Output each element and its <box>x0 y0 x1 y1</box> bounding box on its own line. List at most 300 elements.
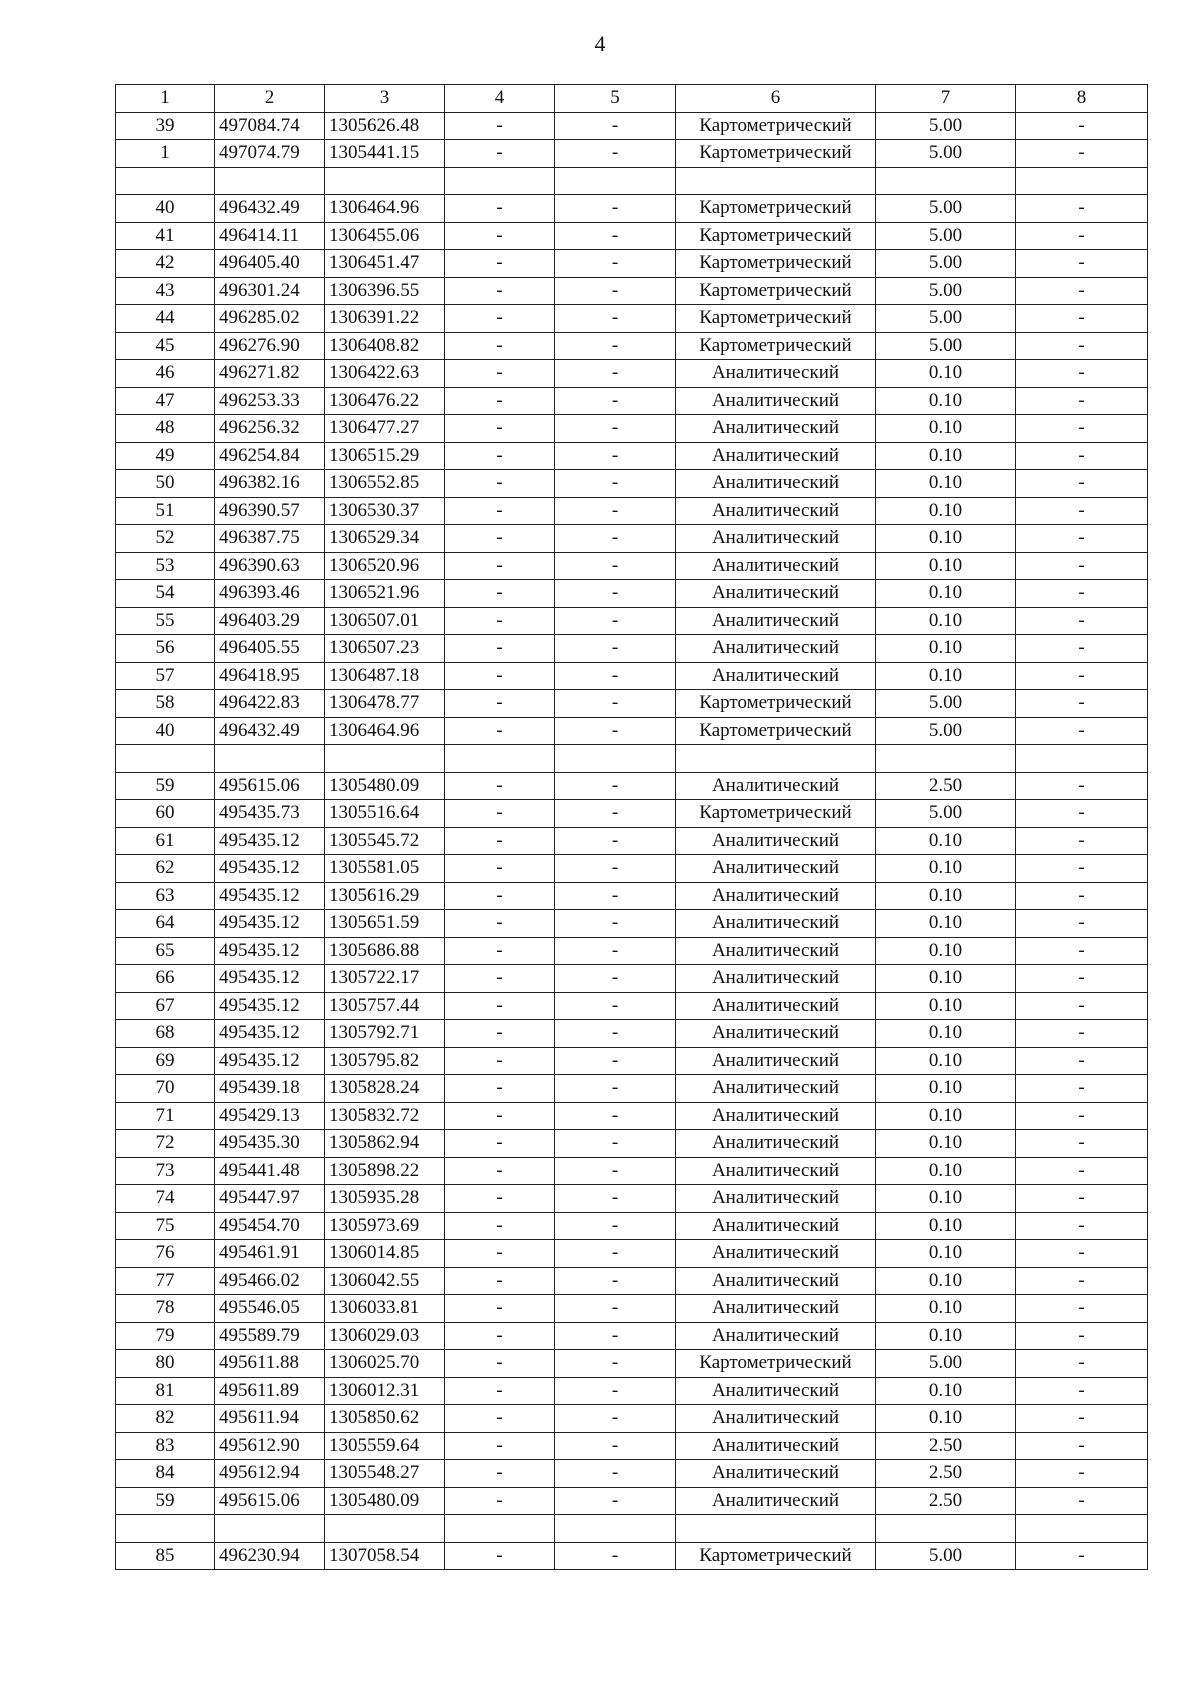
x-coordinate-cell: 496422.83 <box>215 690 325 718</box>
table-row <box>116 1295 1148 1323</box>
point-number-cell: 40 <box>116 195 215 223</box>
accuracy-cell: 0.10 <box>876 525 1016 553</box>
y-coordinate-cell: 1305651.59 <box>325 910 445 938</box>
column-8-cell: - <box>1016 1102 1148 1130</box>
accuracy-cell: 0.10 <box>876 580 1016 608</box>
x-coordinate-cell: 496414.11 <box>215 222 325 250</box>
method-cell: Аналитический <box>676 1460 876 1488</box>
table-row <box>116 1102 1148 1130</box>
column-5-cell: - <box>555 855 676 883</box>
column-8-cell: - <box>1016 635 1148 663</box>
y-coordinate-cell: 1306552.85 <box>325 470 445 498</box>
y-coordinate-cell: 1306042.55 <box>325 1267 445 1295</box>
accuracy-cell: 2.50 <box>876 1432 1016 1460</box>
table-row <box>116 1542 1148 1570</box>
column-5-cell: - <box>555 497 676 525</box>
table-row <box>116 690 1148 718</box>
y-coordinate-cell: 1306487.18 <box>325 662 445 690</box>
y-coordinate-cell <box>325 1515 445 1543</box>
column-5-cell: - <box>555 387 676 415</box>
method-cell: Аналитический <box>676 387 876 415</box>
x-coordinate-cell: 495454.70 <box>215 1212 325 1240</box>
point-number-cell: 64 <box>116 910 215 938</box>
x-coordinate-cell: 495435.12 <box>215 882 325 910</box>
point-number-cell: 48 <box>116 415 215 443</box>
point-number-cell: 1 <box>116 140 215 168</box>
accuracy-cell: 0.10 <box>876 1020 1016 1048</box>
x-coordinate-cell: 495429.13 <box>215 1102 325 1130</box>
column-8-cell: - <box>1016 415 1148 443</box>
y-coordinate-cell: 1305862.94 <box>325 1130 445 1158</box>
column-5-cell: - <box>555 580 676 608</box>
column-4-cell: - <box>445 195 555 223</box>
column-4-cell: - <box>445 910 555 938</box>
column-8-cell: - <box>1016 662 1148 690</box>
accuracy-cell: 2.50 <box>876 772 1016 800</box>
point-number-cell: 81 <box>116 1377 215 1405</box>
method-cell: Картометрический <box>676 140 876 168</box>
method-cell: Аналитический <box>676 1240 876 1268</box>
column-4-cell: - <box>445 387 555 415</box>
column-8-cell: - <box>1016 497 1148 525</box>
page-number: 4 <box>594 31 606 56</box>
column-5-cell: - <box>555 772 676 800</box>
y-coordinate-cell: 1306408.82 <box>325 332 445 360</box>
x-coordinate-cell: 495441.48 <box>215 1157 325 1185</box>
x-coordinate-cell: 495435.73 <box>215 800 325 828</box>
method-cell: Аналитический <box>676 470 876 498</box>
x-coordinate-cell: 495615.06 <box>215 1487 325 1515</box>
point-number-cell: 46 <box>116 360 215 388</box>
column-5-cell: - <box>555 1102 676 1130</box>
accuracy-cell: 0.10 <box>876 1267 1016 1295</box>
y-coordinate-cell: 1305480.09 <box>325 772 445 800</box>
y-coordinate-cell: 1306029.03 <box>325 1322 445 1350</box>
accuracy-cell: 0.10 <box>876 1102 1016 1130</box>
point-number-cell: 43 <box>116 277 215 305</box>
y-coordinate-cell: 1306025.70 <box>325 1350 445 1378</box>
column-4-cell: - <box>445 1542 555 1570</box>
method-cell: Аналитический <box>676 827 876 855</box>
y-coordinate-cell: 1305935.28 <box>325 1185 445 1213</box>
table-row <box>116 140 1148 168</box>
column-8-cell: - <box>1016 140 1148 168</box>
method-cell: Картометрический <box>676 1542 876 1570</box>
column-5-cell: - <box>555 1322 676 1350</box>
method-cell: Аналитический <box>676 965 876 993</box>
accuracy-cell: 0.10 <box>876 387 1016 415</box>
x-coordinate-cell: 495447.97 <box>215 1185 325 1213</box>
table-row <box>116 305 1148 333</box>
column-4-cell: - <box>445 552 555 580</box>
method-cell: Аналитический <box>676 1102 876 1130</box>
y-coordinate-cell: 1305898.22 <box>325 1157 445 1185</box>
point-number-cell: 42 <box>116 250 215 278</box>
table-row <box>116 222 1148 250</box>
column-4-cell: - <box>445 662 555 690</box>
method-cell: Картометрический <box>676 800 876 828</box>
table-row <box>116 1487 1148 1515</box>
table-row <box>116 1130 1148 1158</box>
table-row <box>116 442 1148 470</box>
accuracy-cell: 0.10 <box>876 827 1016 855</box>
method-cell: Аналитический <box>676 497 876 525</box>
method-cell: Аналитический <box>676 1405 876 1433</box>
point-number-cell: 75 <box>116 1212 215 1240</box>
column-8-cell: - <box>1016 1240 1148 1268</box>
column-8-cell <box>1016 745 1148 773</box>
x-coordinate-cell: 497084.74 <box>215 112 325 140</box>
y-coordinate-cell: 1306507.01 <box>325 607 445 635</box>
method-cell: Картометрический <box>676 690 876 718</box>
table-row <box>116 360 1148 388</box>
method-cell: Картометрический <box>676 277 876 305</box>
x-coordinate-cell: 495435.12 <box>215 992 325 1020</box>
point-number-cell <box>116 167 215 195</box>
column-4-cell: - <box>445 415 555 443</box>
column-4-cell: - <box>445 1350 555 1378</box>
column-5-cell: - <box>555 1432 676 1460</box>
y-coordinate-cell: 1305686.88 <box>325 937 445 965</box>
accuracy-cell: 5.00 <box>876 195 1016 223</box>
x-coordinate-cell: 496271.82 <box>215 360 325 388</box>
method-cell: Картометрический <box>676 332 876 360</box>
y-coordinate-cell: 1306476.22 <box>325 387 445 415</box>
point-number-cell: 56 <box>116 635 215 663</box>
column-8-cell: - <box>1016 1432 1148 1460</box>
column-5-cell: - <box>555 1377 676 1405</box>
table-row <box>116 250 1148 278</box>
column-4-cell: - <box>445 1212 555 1240</box>
coordinates-table <box>115 84 1148 1570</box>
column-4-cell: - <box>445 992 555 1020</box>
column-5-cell: - <box>555 525 676 553</box>
column-4-cell: - <box>445 277 555 305</box>
x-coordinate-cell: 496418.95 <box>215 662 325 690</box>
accuracy-cell: 5.00 <box>876 112 1016 140</box>
table-row <box>116 552 1148 580</box>
x-coordinate-cell: 496387.75 <box>215 525 325 553</box>
x-coordinate-cell: 495435.12 <box>215 827 325 855</box>
column-4-cell: - <box>445 305 555 333</box>
column-8-cell: - <box>1016 552 1148 580</box>
accuracy-cell: 0.10 <box>876 1130 1016 1158</box>
column-4-cell: - <box>445 1047 555 1075</box>
x-coordinate-cell: 496256.32 <box>215 415 325 443</box>
column-4-cell: - <box>445 360 555 388</box>
x-coordinate-cell: 496432.49 <box>215 717 325 745</box>
column-8-cell: - <box>1016 195 1148 223</box>
y-coordinate-cell: 1305516.64 <box>325 800 445 828</box>
accuracy-cell: 0.10 <box>876 442 1016 470</box>
y-coordinate-cell: 1306529.34 <box>325 525 445 553</box>
point-number-cell: 76 <box>116 1240 215 1268</box>
column-8-cell: - <box>1016 1047 1148 1075</box>
x-coordinate-cell: 495435.12 <box>215 1047 325 1075</box>
table-row <box>116 387 1148 415</box>
accuracy-cell: 0.10 <box>876 360 1016 388</box>
method-cell: Аналитический <box>676 1075 876 1103</box>
point-number-cell: 41 <box>116 222 215 250</box>
table-row <box>116 607 1148 635</box>
y-coordinate-cell: 1305828.24 <box>325 1075 445 1103</box>
column-5-cell: - <box>555 1157 676 1185</box>
table-row <box>116 992 1148 1020</box>
table-row <box>116 195 1148 223</box>
column-header: 2 <box>215 85 325 113</box>
method-cell: Аналитический <box>676 662 876 690</box>
column-5-cell: - <box>555 882 676 910</box>
method-cell: Картометрический <box>676 250 876 278</box>
accuracy-cell: 0.10 <box>876 1405 1016 1433</box>
column-8-cell: - <box>1016 222 1148 250</box>
x-coordinate-cell: 495615.06 <box>215 772 325 800</box>
column-8-cell: - <box>1016 112 1148 140</box>
column-8-cell <box>1016 1515 1148 1543</box>
y-coordinate-cell: 1305548.27 <box>325 1460 445 1488</box>
point-number-cell: 74 <box>116 1185 215 1213</box>
accuracy-cell: 0.10 <box>876 1295 1016 1323</box>
x-coordinate-cell: 495611.88 <box>215 1350 325 1378</box>
y-coordinate-cell: 1306464.96 <box>325 717 445 745</box>
point-number-cell: 40 <box>116 717 215 745</box>
y-coordinate-cell <box>325 167 445 195</box>
point-number-cell: 78 <box>116 1295 215 1323</box>
column-4-cell: - <box>445 470 555 498</box>
x-coordinate-cell: 496301.24 <box>215 277 325 305</box>
method-cell: Аналитический <box>676 772 876 800</box>
x-coordinate-cell: 497074.79 <box>215 140 325 168</box>
y-coordinate-cell: 1305441.15 <box>325 140 445 168</box>
point-number-cell: 57 <box>116 662 215 690</box>
method-cell: Картометрический <box>676 195 876 223</box>
accuracy-cell: 5.00 <box>876 305 1016 333</box>
column-8-cell <box>1016 167 1148 195</box>
y-coordinate-cell: 1306422.63 <box>325 360 445 388</box>
column-8-cell: - <box>1016 305 1148 333</box>
table-row <box>116 1157 1148 1185</box>
column-8-cell: - <box>1016 360 1148 388</box>
column-4-cell: - <box>445 855 555 883</box>
column-4-cell: - <box>445 1460 555 1488</box>
column-8-cell: - <box>1016 1487 1148 1515</box>
x-coordinate-cell: 496382.16 <box>215 470 325 498</box>
y-coordinate-cell: 1305832.72 <box>325 1102 445 1130</box>
method-cell <box>676 167 876 195</box>
table-row <box>116 772 1148 800</box>
column-5-cell: - <box>555 1240 676 1268</box>
accuracy-cell: 5.00 <box>876 717 1016 745</box>
point-number-cell: 65 <box>116 937 215 965</box>
method-cell: Аналитический <box>676 910 876 938</box>
y-coordinate-cell: 1305559.64 <box>325 1432 445 1460</box>
column-4-cell: - <box>445 580 555 608</box>
x-coordinate-cell: 496390.63 <box>215 552 325 580</box>
method-cell: Картометрический <box>676 112 876 140</box>
y-coordinate-cell: 1305722.17 <box>325 965 445 993</box>
y-coordinate-cell: 1307058.54 <box>325 1542 445 1570</box>
column-5-cell: - <box>555 800 676 828</box>
column-4-cell: - <box>445 1185 555 1213</box>
column-4-cell: - <box>445 1487 555 1515</box>
accuracy-cell: 0.10 <box>876 1240 1016 1268</box>
column-5-cell: - <box>555 470 676 498</box>
column-5-cell <box>555 745 676 773</box>
method-cell: Аналитический <box>676 882 876 910</box>
y-coordinate-cell: 1306530.37 <box>325 497 445 525</box>
y-coordinate-cell: 1306033.81 <box>325 1295 445 1323</box>
column-5-cell: - <box>555 635 676 663</box>
accuracy-cell: 5.00 <box>876 800 1016 828</box>
x-coordinate-cell: 496254.84 <box>215 442 325 470</box>
column-8-cell: - <box>1016 387 1148 415</box>
method-cell: Аналитический <box>676 1487 876 1515</box>
y-coordinate-cell: 1306396.55 <box>325 277 445 305</box>
accuracy-cell: 0.10 <box>876 415 1016 443</box>
accuracy-cell: 5.00 <box>876 140 1016 168</box>
y-coordinate-cell: 1305795.82 <box>325 1047 445 1075</box>
x-coordinate-cell: 496285.02 <box>215 305 325 333</box>
column-8-cell: - <box>1016 277 1148 305</box>
point-number-cell: 73 <box>116 1157 215 1185</box>
y-coordinate-cell: 1306477.27 <box>325 415 445 443</box>
table-row <box>116 1075 1148 1103</box>
column-5-cell: - <box>555 662 676 690</box>
x-coordinate-cell: 495612.94 <box>215 1460 325 1488</box>
method-cell: Аналитический <box>676 1020 876 1048</box>
point-number-cell: 68 <box>116 1020 215 1048</box>
accuracy-cell: 0.10 <box>876 1185 1016 1213</box>
column-5-cell: - <box>555 1212 676 1240</box>
accuracy-cell: 5.00 <box>876 332 1016 360</box>
column-5-cell: - <box>555 1185 676 1213</box>
column-8-cell: - <box>1016 882 1148 910</box>
point-number-cell: 39 <box>116 112 215 140</box>
column-8-cell: - <box>1016 937 1148 965</box>
column-8-cell: - <box>1016 1322 1148 1350</box>
column-5-cell: - <box>555 332 676 360</box>
column-5-cell: - <box>555 1267 676 1295</box>
table-row <box>116 855 1148 883</box>
table-row <box>116 1460 1148 1488</box>
y-coordinate-cell: 1306012.31 <box>325 1377 445 1405</box>
accuracy-cell <box>876 745 1016 773</box>
column-4-cell: - <box>445 442 555 470</box>
column-header: 6 <box>676 85 876 113</box>
y-coordinate-cell: 1306464.96 <box>325 195 445 223</box>
method-cell: Аналитический <box>676 992 876 1020</box>
x-coordinate-cell: 496390.57 <box>215 497 325 525</box>
x-coordinate-cell: 495589.79 <box>215 1322 325 1350</box>
table-row <box>116 635 1148 663</box>
y-coordinate-cell: 1306520.96 <box>325 552 445 580</box>
point-number-cell: 66 <box>116 965 215 993</box>
column-5-cell: - <box>555 140 676 168</box>
method-cell: Аналитический <box>676 1157 876 1185</box>
y-coordinate-cell: 1305757.44 <box>325 992 445 1020</box>
point-number-cell: 69 <box>116 1047 215 1075</box>
y-coordinate-cell: 1305581.05 <box>325 855 445 883</box>
column-8-cell: - <box>1016 1020 1148 1048</box>
accuracy-cell: 5.00 <box>876 690 1016 718</box>
table-row <box>116 745 1148 773</box>
accuracy-cell: 2.50 <box>876 1460 1016 1488</box>
x-coordinate-cell: 495435.12 <box>215 1020 325 1048</box>
method-cell: Картометрический <box>676 305 876 333</box>
point-number-cell: 53 <box>116 552 215 580</box>
column-8-cell: - <box>1016 910 1148 938</box>
accuracy-cell: 0.10 <box>876 910 1016 938</box>
accuracy-cell: 5.00 <box>876 1350 1016 1378</box>
column-8-cell: - <box>1016 607 1148 635</box>
y-coordinate-cell: 1306014.85 <box>325 1240 445 1268</box>
point-number-cell: 52 <box>116 525 215 553</box>
method-cell: Картометрический <box>676 222 876 250</box>
column-5-cell: - <box>555 690 676 718</box>
method-cell: Аналитический <box>676 1267 876 1295</box>
column-8-cell: - <box>1016 1212 1148 1240</box>
column-4-cell: - <box>445 827 555 855</box>
table-row <box>116 800 1148 828</box>
point-number-cell <box>116 745 215 773</box>
x-coordinate-cell: 495546.05 <box>215 1295 325 1323</box>
column-4-cell: - <box>445 1075 555 1103</box>
point-number-cell: 50 <box>116 470 215 498</box>
accuracy-cell <box>876 167 1016 195</box>
table-row <box>116 1185 1148 1213</box>
column-5-cell: - <box>555 112 676 140</box>
column-5-cell: - <box>555 1405 676 1433</box>
table-row <box>116 1350 1148 1378</box>
accuracy-cell: 0.10 <box>876 552 1016 580</box>
method-cell: Аналитический <box>676 1185 876 1213</box>
method-cell: Аналитический <box>676 1322 876 1350</box>
point-number-cell: 63 <box>116 882 215 910</box>
y-coordinate-cell: 1305480.09 <box>325 1487 445 1515</box>
x-coordinate-cell: 495435.12 <box>215 855 325 883</box>
accuracy-cell: 0.10 <box>876 1322 1016 1350</box>
method-cell: Аналитический <box>676 1432 876 1460</box>
column-5-cell: - <box>555 607 676 635</box>
column-8-cell: - <box>1016 250 1148 278</box>
method-cell: Аналитический <box>676 552 876 580</box>
method-cell: Картометрический <box>676 717 876 745</box>
accuracy-cell: 0.10 <box>876 965 1016 993</box>
column-header: 3 <box>325 85 445 113</box>
column-5-cell: - <box>555 1295 676 1323</box>
column-5-cell: - <box>555 1487 676 1515</box>
column-4-cell: - <box>445 635 555 663</box>
column-4-cell: - <box>445 112 555 140</box>
column-5-cell: - <box>555 1075 676 1103</box>
table-row <box>116 525 1148 553</box>
method-cell: Аналитический <box>676 580 876 608</box>
table-row <box>116 1047 1148 1075</box>
column-5-cell: - <box>555 827 676 855</box>
accuracy-cell: 0.10 <box>876 497 1016 525</box>
table-row <box>116 415 1148 443</box>
point-number-cell: 71 <box>116 1102 215 1130</box>
column-header: 1 <box>116 85 215 113</box>
point-number-cell: 62 <box>116 855 215 883</box>
accuracy-cell: 5.00 <box>876 250 1016 278</box>
method-cell: Картометрический <box>676 1350 876 1378</box>
y-coordinate-cell: 1306521.96 <box>325 580 445 608</box>
table-row <box>116 882 1148 910</box>
column-5-cell: - <box>555 415 676 443</box>
x-coordinate-cell: 495435.30 <box>215 1130 325 1158</box>
column-4-cell: - <box>445 1157 555 1185</box>
